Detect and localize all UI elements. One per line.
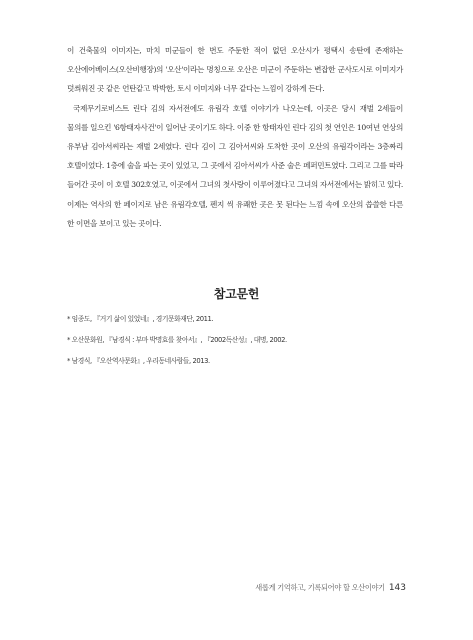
running-title: 새롭게 기억하고, 기록되어야 할 오산이야기 [255, 583, 385, 592]
references-heading: 참고문헌 [213, 287, 260, 301]
body-paragraph: 국제무기로비스트 린다 김의 자서전에도 유림각 호텔 이야기가 나오는데, 이곳은 당시 재벌 2세들이 물의를 일으킨 '6항태자사건'이 일어난 곳이기도 하다. 이중 한 항태자인 린다 김의 첫 연인은 10여년 연상의 유부남 김아서씨라는 재벌 2세였다. 린다 김이 그 김아서씨와 도착한 곳이 오산의 유림각이라는 3층짜리 호텔이었다. 1층에 술을 파는 곳이 있었고, 그 곳에서 김아서씨가 사준 술은 페퍼민트였다. 그리고 그를 따라 들어간 곳이 이 호텔 302호였고, 이곳에서 그녀의 첫사랑이 이루어졌다고 그녀의 자서전에서는 밝히고 있다. 이제는 역사의 한 페이지로 남은 유림각호텔, 펜지 씩 유쾌한 곳은 못 된다는 느낌 속에 오산의 씁쓸한 다른 한 이면을 보이고 있는 곳이다. [67, 103, 403, 228]
page-number: 143 [388, 583, 406, 593]
body-text [67, 41, 403, 233]
body-paragraph: 이 건축물의 이미지는, 마치 미군들이 한 번도 주둔한 적이 없던 오산시가 평택시 송탄에 존재하는 오산에어베이스(오산비행장)의 '오산'이라는 명칭으로 오산은 미군이 주둔하는 변잡한 군사도시로 이미지가 덧씌워진 곳 같은 언탄같고 박박한, 토시 이미지와 너무 같다는 느낌이 강하게 든다. [67, 46, 403, 94]
page-footer [255, 583, 406, 593]
reference-item: * 오산문화원, 『남경식 : 부마 박명효를 찾아서』, 『2002독산성』, 대명, 2002. [67, 336, 287, 344]
reference-item: * 임종도, 『거기 삶이 있었네』, 경기문화재단, 2011. [67, 315, 214, 323]
references-list [67, 313, 403, 376]
reference-item: * 남경식, 『오산역사문화』, 우리동네사람들, 2013. [67, 357, 210, 365]
